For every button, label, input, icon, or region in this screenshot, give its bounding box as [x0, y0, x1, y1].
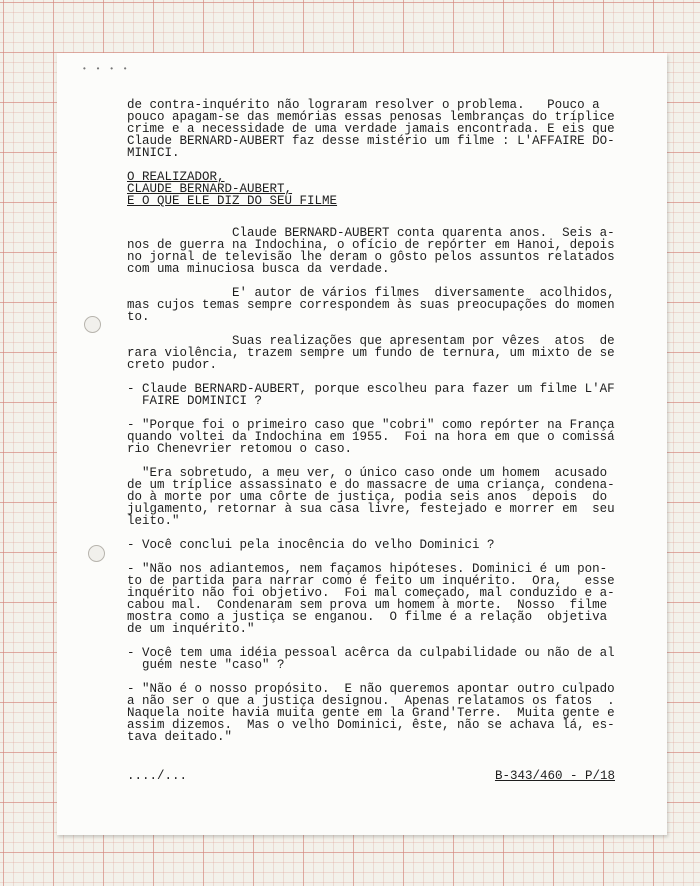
text-line: guém neste "caso" ? — [127, 658, 285, 672]
text-line: crime e a necessidade de uma verdade jamais encontrada. E eis que — [127, 122, 615, 136]
text-line: assim dizemos. Mas o velho Dominici, êste, não se achava lá, es- — [127, 718, 615, 732]
paragraph-q3 — [127, 647, 627, 671]
paragraph-bio2 — [127, 287, 627, 323]
text-line: Claude BERNARD-AUBERT faz desse mistério um filme : L'AFFAIRE DO- — [127, 134, 615, 148]
text-line: to de partida para narrar como é feito um inquérito. Ora, esse — [127, 574, 615, 588]
paragraph-q1 — [127, 383, 627, 407]
text-line: E' autor de vários filmes diversamente acolhidos, — [127, 286, 615, 300]
text-line: leito." — [127, 514, 180, 528]
paragraph-intro — [127, 99, 627, 159]
text-line: mas cujos temas sempre correspondem às suas preocupações do momen — [127, 298, 615, 312]
text-line: rio Chenevrier retomou o caso. — [127, 442, 353, 456]
paragraph-bio3 — [127, 335, 627, 371]
text-line: O REALIZADOR, — [127, 170, 225, 184]
text-line: com uma minuciosa busca da verdade. — [127, 262, 390, 276]
text-line: to. — [127, 310, 150, 324]
text-line: tava deitado." — [127, 730, 233, 744]
text-line: de um inquérito." — [127, 622, 255, 636]
text-line: Claude BERNARD-AUBERT conta quarenta anos. Seis a- — [127, 226, 615, 240]
text-line: - Você conclui pela inocência do velho Dominici ? — [127, 538, 495, 552]
text-line: cabou mal. Condenaram sem prova um homem à morte. Nosso filme — [127, 598, 608, 612]
text-line: inquérito não foi objetivo. Foi mal começado, mal conduzido e a- — [127, 586, 615, 600]
document-reference: B-343/460 - P/18 — [494, 769, 615, 783]
text-line: pouco apagam-se das memórias essas penosas lembranças do tríplice — [127, 110, 615, 124]
text-line: - Você tem uma idéia pessoal acêrca da culpabilidade ou não de al — [127, 646, 615, 660]
text-line: de contra-inquérito não lograram resolver o problema. Pouco a — [127, 98, 600, 112]
punch-hole-top — [84, 316, 101, 333]
text-line: do à morte por uma côrte de justiça, podia seis anos depois do — [127, 490, 608, 504]
paragraph-a2 — [127, 563, 627, 635]
text-line: - "Não nos adiantemos, nem façamos hipóteses. Dominici é um pon- — [127, 562, 608, 576]
text-line: "Era sobretudo, a meu ver, o único caso onde um homem acusado — [127, 466, 608, 480]
document-body — [127, 99, 627, 755]
paragraph-a1b — [127, 467, 627, 527]
text-line: - "Não é o nosso propósito. E não queremos apontar outro culpado — [127, 682, 615, 696]
text-line: - Claude BERNARD-AUBERT, porque escolheu para fazer um filme L'AF — [127, 382, 615, 396]
text-line: no jornal de televisão lhe deram o gôsto pelos assuntos relatados — [127, 250, 615, 264]
text-line: de um tríplice assassinato e do massacre de uma criança, condena- — [127, 478, 615, 492]
page-footer — [127, 769, 615, 783]
punch-hole-bottom — [88, 545, 105, 562]
section-heading — [127, 171, 627, 207]
text-line: FAIRE DOMINICI ? — [127, 394, 263, 408]
corner-marks: • • • • — [82, 65, 130, 74]
paragraph-bio1 — [127, 227, 627, 275]
text-line: julgamento, retornar à sua casa livre, festejado e morrer em seu — [127, 502, 615, 516]
text-line: E O QUE ELE DIZ DO SEU FILME — [127, 194, 338, 208]
text-line: creto pudor. — [127, 358, 218, 372]
continuation-mark: ..../... — [127, 769, 188, 783]
paragraph-a3 — [127, 683, 627, 743]
text-line: mostra como a justiça se enganou. O filme é a relação objetiva — [127, 610, 608, 624]
text-line: MINICI. — [127, 146, 180, 160]
text-line: Naquela noite havia muita gente em la Grand'Terre. Muita gente e — [127, 706, 615, 720]
paragraph-a1 — [127, 419, 627, 455]
text-line: rara violência, trazem sempre um fundo de ternura, um mixto de se — [127, 346, 615, 360]
text-line: nos de guerra na Indochina, o ofício de repórter em Hanoi, depois — [127, 238, 615, 252]
text-line: - "Porque foi o primeiro caso que "cobri" como repórter na França — [127, 418, 615, 432]
text-line: quando voltei da Indochina em 1955. Foi na hora em que o comissá — [127, 430, 615, 444]
text-line: Suas realizações que apresentam por vêzes atos de — [127, 334, 615, 348]
typewritten-page — [57, 53, 667, 835]
paragraph-q2 — [127, 539, 627, 551]
text-line: a não ser o que a justiça designou. Apenas relatamos os fatos . — [127, 694, 615, 708]
text-line: CLAUDE BERNARD-AUBERT, — [127, 182, 293, 196]
